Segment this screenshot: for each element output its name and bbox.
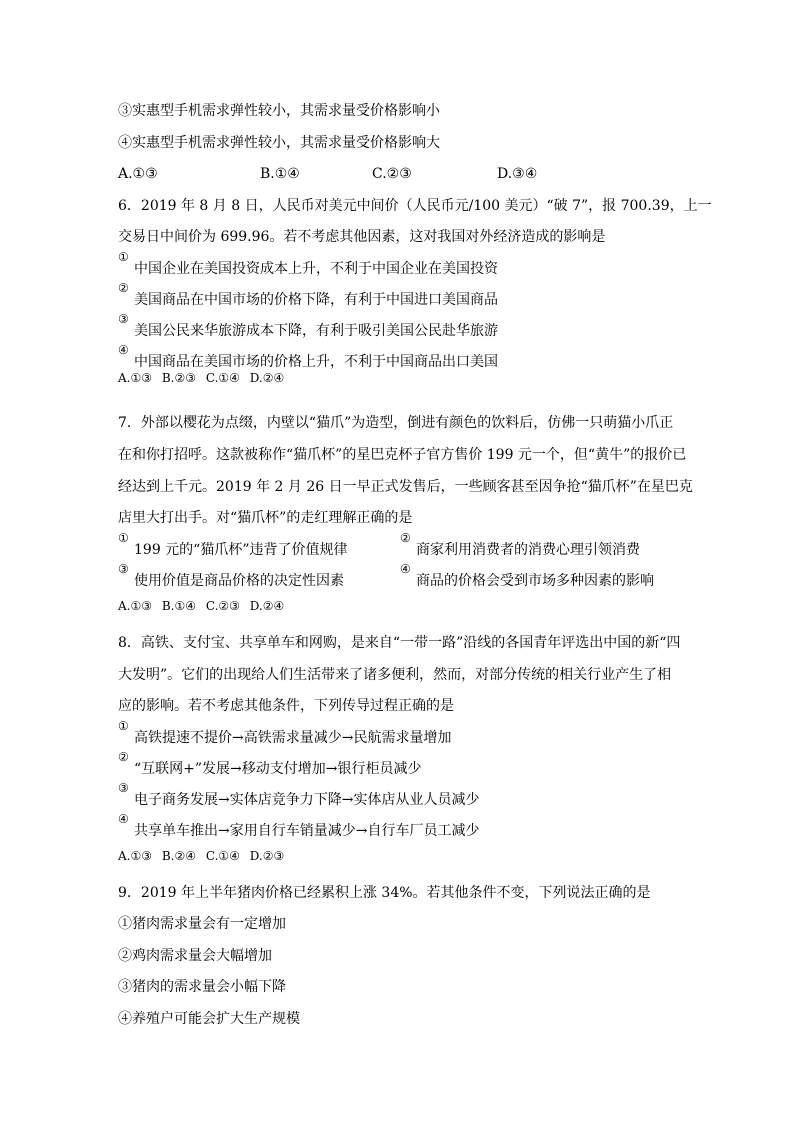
q6-stem-line-1: 6．2019 年 8 月 8 日，人民币对美元中间价（人民币元/100 美元）“破 7”，报 700.39，上一 (118, 198, 712, 214)
q6-stem-line-2: 交易日中间价为 699.96。若不考虑其他因素，这对我国对外经济造成的影响是 (118, 229, 606, 245)
q7-stem-line-1: 7．外部以樱花为点缀，内壁以“猫爪”为造型，倒进有颜色的饮料后，仿佛一只萌猫小爪正 (118, 415, 674, 431)
q7-answer-choices (118, 596, 678, 616)
q9-option-4: ④养殖户可能会扩大生产规模 (118, 1011, 300, 1027)
q7-option-2: ② 商家利用消费者的消费心理引领消费 (400, 531, 640, 558)
q6-option-4: ④ 中国商品在美国市场的价格上升，不利于中国商品出口美国 (118, 343, 498, 370)
q6-answer-choices (118, 368, 678, 388)
q7-answer-d: D.②④ (249, 599, 285, 613)
q7-stem-line-4: 店里大打出手。对“猫爪杯”的走红理解正确的是 (118, 510, 413, 526)
q7-answer-b: B.①④ (161, 599, 196, 613)
q8-stem-line-3: 应的影响。若不考虑其他条件，下列传导过程正确的是 (118, 698, 454, 714)
q6-answer-a: A.①③ (118, 371, 152, 385)
q6-answer-b: B.②③ (161, 371, 196, 385)
q5-answer-c: C.②③ (372, 166, 412, 182)
q7-answer-a: A.①③ (118, 599, 152, 613)
q7-stem-line-3: 经达到上千元。2019 年 2 月 26 日一早正式发售后，一些顾客甚至因争抢“猫爪杯”在星巴克 (118, 479, 693, 495)
q7-answer-c: C.②③ (205, 599, 240, 613)
q9-option-1: ①猪肉需求量会有一定增加 (118, 916, 286, 932)
q6-option-3: ③ 美国公民来华旅游成本下降，有利于吸引美国公民赴华旅游 (118, 312, 498, 339)
q5-answer-b: B.①④ (260, 166, 300, 182)
q9-option-2: ②鸡肉需求量会大幅增加 (118, 948, 272, 964)
q5-answer-d: D.③④ (497, 166, 538, 182)
q8-answer-a: A.①③ (118, 849, 152, 863)
q5-option-3: ③实惠型手机需求弹性较小，其需求量受价格影响小 (118, 103, 440, 119)
q7-option-3: ③ 使用价值是商品价格的决定性因素 (118, 562, 344, 589)
q8-option-4: ④ 共享单车推出→家用自行车销量减少→自行车厂员工减少 (118, 812, 480, 839)
q7-option-4: ④ 商品的价格会受到市场多种因素的影响 (400, 562, 654, 589)
q6-answer-d: D.②④ (249, 371, 285, 385)
q8-option-3: ③ 电子商务发展→实体店竞争力下降→实体店从业人员减少 (118, 781, 480, 808)
q8-answer-c: C.①④ (205, 849, 240, 863)
q8-option-2: ② “互联网+”发展→移动支付增加→银行柜员减少 (118, 750, 422, 777)
q7-option-1: ① 199 元的“猫爪杯”违背了价值规律 (118, 531, 348, 558)
q6-answer-c: C.①④ (205, 371, 240, 385)
q8-answer-d: D.②③ (249, 849, 285, 863)
q5-answer-a: A.①③ (118, 166, 158, 182)
q6-option-2: ② 美国商品在中国市场的价格下降，有利于中国进口美国商品 (118, 281, 498, 308)
q9-stem-line-1: 9．2019 年上半年猪肉价格已经累积上涨 34%。若其他条件不变，下列说法正确的是 (118, 885, 651, 901)
q8-stem-line-1: 8．高铁、支付宝、共享单车和网购，是来自“一带一路”沿线的各国青年评选出中国的新“四 (118, 635, 681, 651)
q8-answer-b: B.②④ (161, 849, 196, 863)
q6-option-1: ① 中国企业在美国投资成本上升，不利于中国企业在美国投资 (118, 250, 498, 277)
q8-option-1: ① 高铁提速不提价→高铁需求量减少→民航需求量增加 (118, 719, 452, 746)
q8-answer-choices (118, 846, 678, 866)
q8-stem-line-2: 大发明”。它们的出现给人们生活带来了诸多便利，然而，对部分传统的相关行业产生了相 (118, 667, 672, 683)
q7-stem-line-2: 在和你打招呼。这款被称作“猫爪杯”的星巴克杯子官方售价 199 元一个，但“黄牛”的报价已 (118, 447, 687, 463)
q5-option-4: ④实惠型手机需求弹性较小，其需求量受价格影响大 (118, 135, 440, 151)
q9-option-3: ③猪肉的需求量会小幅下降 (118, 979, 286, 995)
